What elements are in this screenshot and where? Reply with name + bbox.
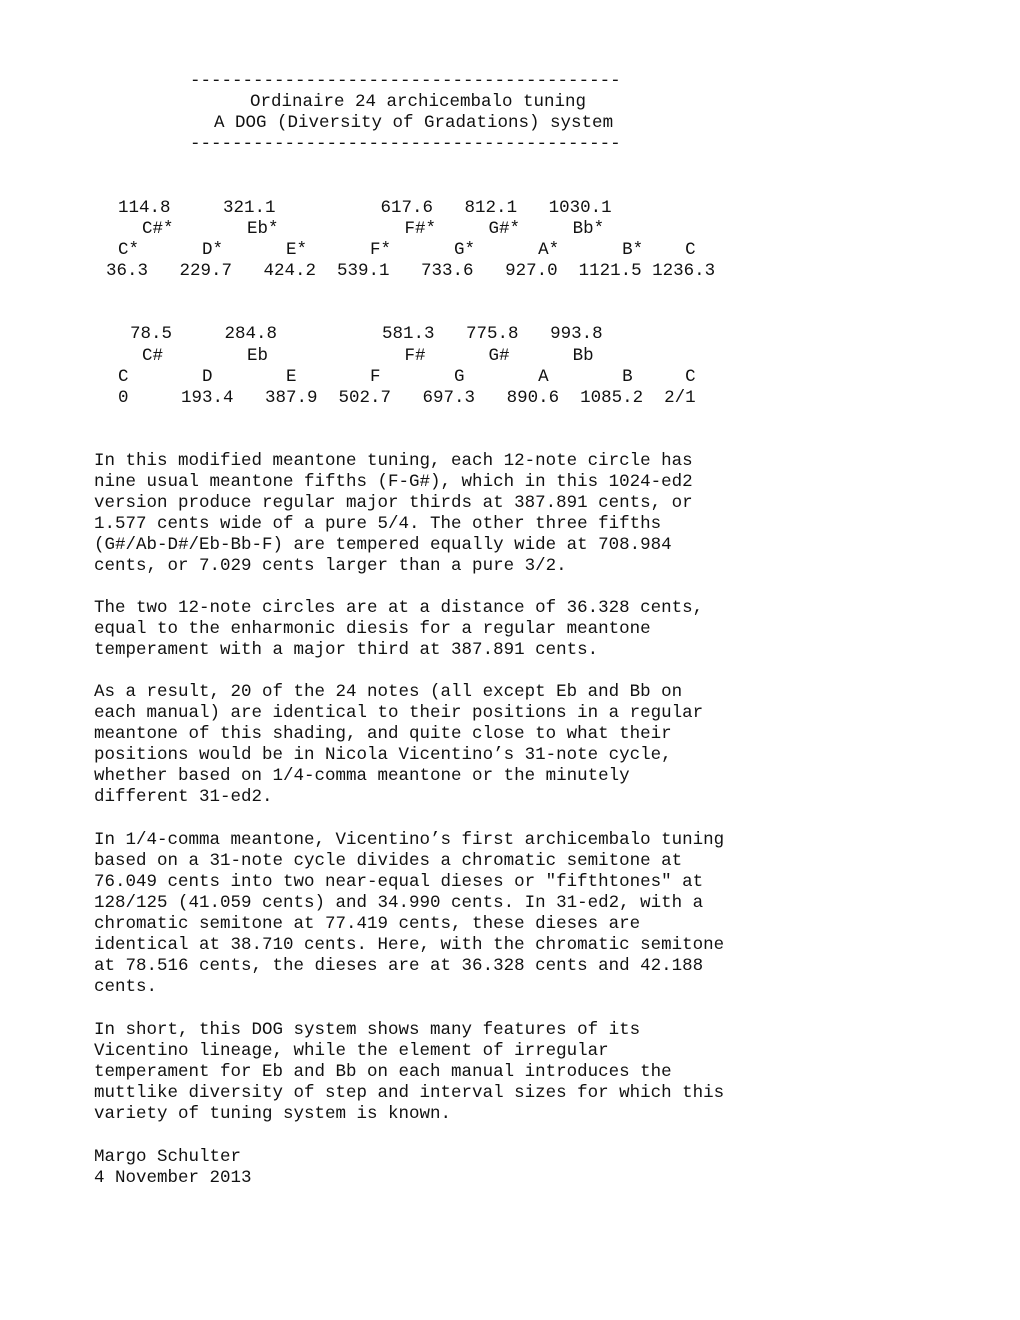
paragraph-identical-notes: As a result, 20 of the 24 notes (all except Eb and Bb on each manual) are identical to their positions in a regular meantone of this shading, and quite close to what their positions would be in Nicola Vicentino’s 31-note cycle, whether based on 1/4-comma meantone or the minutely different 31-ed2. (94, 682, 704, 807)
document-title: Ordinaire 24 archicembalo tuning (250, 92, 587, 112)
lower-accidental-names: C# Eb F# G# Bb (142, 346, 594, 366)
upper-accidental-names: C#* Eb* F#* G#* Bb* (142, 219, 605, 239)
upper-natural-names: C* D* E* F* G* A* B* C (118, 240, 696, 260)
lower-natural-names: C D E F G A B C (118, 367, 696, 387)
paragraph-circle-distance: The two 12-note circles are at a distance of 36.328 cents, equal to the enharmonic diesis for a regular meantone temperament with a major third at 387.891 cents. (94, 598, 704, 660)
document-subtitle: A DOG (Diversity of Gradations) system (214, 113, 614, 133)
paragraph-summary: In short, this DOG system shows many features of its Vicentino lineage, while the element of irregular temperament for Eb and Bb on each manual introduces the muttlike diversity of step and interval sizes for which this variety of tuning system is known. (94, 1020, 725, 1124)
upper-accidental-cents: 114.8 321.1 617.6 812.1 1030.1 (118, 198, 612, 218)
author-name: Margo Schulter (94, 1147, 242, 1167)
document-date: 4 November 2013 (94, 1168, 252, 1188)
header-rule-bottom: ----------------------------------------- (190, 134, 621, 154)
paragraph-meantone-fifths: In this modified meantone tuning, each 12-note circle has nine usual meantone fifths (F-G#), which in this 1024-ed2 version produce regular major thirds at 387.891 cents, or 1.577 cents wide of a pure 5/4. The other three fifths (G#/Ab-D#/Eb-Bb-F) are tempered equally wide at 708.984 cents, or 7.029 cents larger than a pure 3/2. (94, 451, 693, 576)
header-rule-top: ----------------------------------------- (190, 71, 621, 91)
lower-natural-cents: 0 193.4 387.9 502.7 697.3 890.6 1085.2 2/1 (118, 388, 696, 408)
lower-accidental-cents: 78.5 284.8 581.3 775.8 993.8 (130, 324, 603, 344)
upper-natural-cents: 36.3 229.7 424.2 539.1 733.6 927.0 1121.5 1236.3 (106, 261, 716, 281)
paragraph-vicentino-dieses: In 1/4-comma meantone, Vicentino’s first archicembalo tuning based on a 31-note cycle divides a chromatic semitone at 76.049 cents into two near-equal dieses or "fifthtones" at 128/125 (41.059 cents) and 34.990 cents. In 31-ed2, with a chromatic semitone at 77.419 cents, these dieses are identical at 38.710 cents. Here, with the chromatic semitone at 78.516 cents, the dieses are at 36.328 cents and 42.188 cents. (94, 830, 725, 997)
